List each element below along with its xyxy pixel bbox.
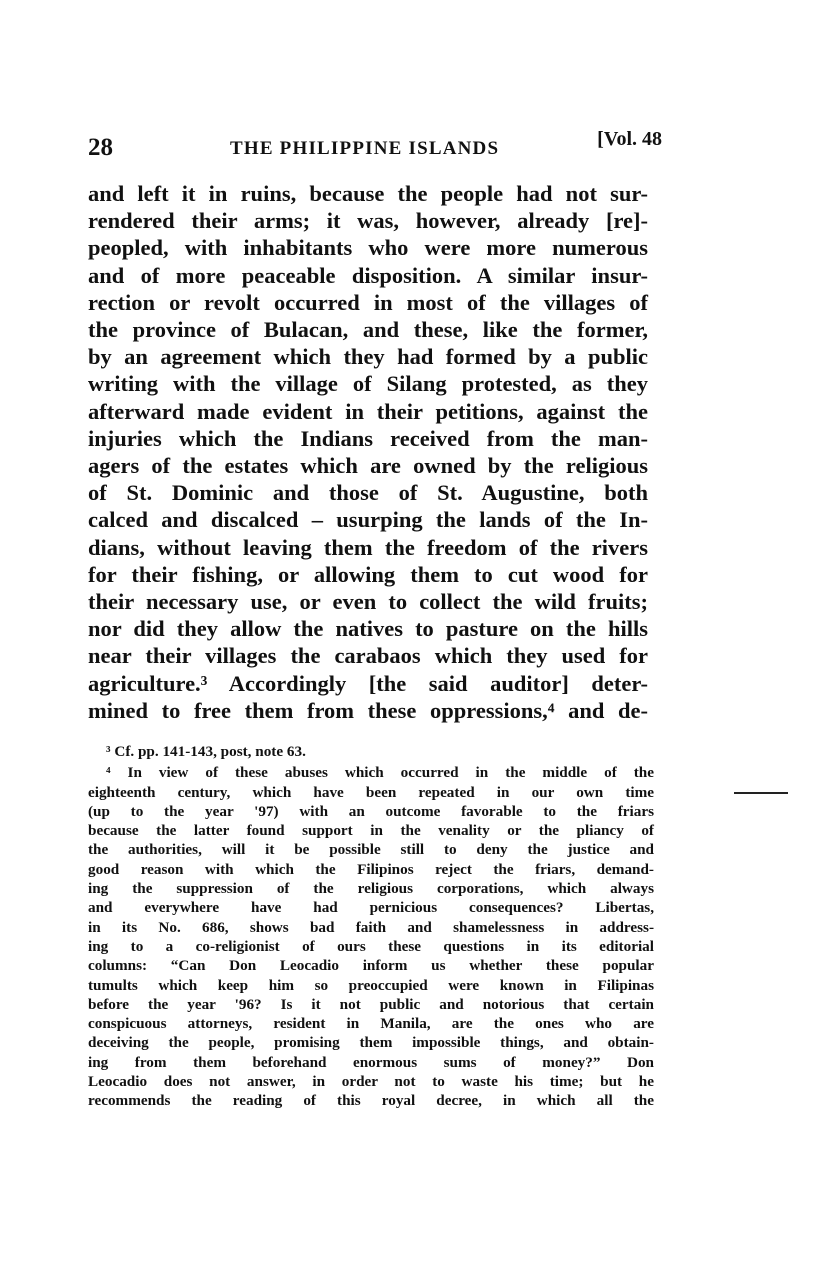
body-line: dians, without leaving them the freedom of the rivers: [88, 534, 648, 560]
body-line: calced and discalced – usurping the lands of the In-: [88, 507, 648, 533]
footnote-line: ing to a co-religionist of ours these questions in its editorial: [88, 937, 654, 955]
body-line: agriculture.³ Accordingly [the said auditor] deter-: [88, 670, 648, 696]
margin-rule: [734, 792, 788, 794]
footnote-4: [88, 763, 654, 1110]
footnote-line: ing the suppression of the religious corporations, which always: [88, 880, 654, 898]
footnote-line: and everywhere have had pernicious consequences? Libertas,: [88, 899, 654, 917]
body-line: rection or revolt occurred in most of the villages of: [88, 289, 648, 315]
body-line: near their villages the carabaos which they used for: [88, 643, 648, 669]
running-title: THE PHILIPPINE ISLANDS: [230, 138, 500, 159]
footnote-line: columns: “Can Don Leocadio inform us whether these popular: [88, 957, 654, 975]
page-number: 28: [88, 134, 113, 161]
running-header: [88, 128, 662, 168]
body-line: and of more peaceable disposition. A similar insur-: [88, 262, 648, 288]
body-line: peopled, with inhabitants who were more numerous: [88, 235, 648, 261]
footnote-line: ⁴ In view of these abuses which occurred in the middle of the: [106, 764, 654, 782]
body-line: of St. Dominic and those of St. Augustine, both: [88, 480, 648, 506]
body-line: their necessary use, or even to collect the wild fruits;: [88, 589, 648, 615]
footnote-line: in its No. 686, shows bad faith and shamelessness in address-: [88, 918, 654, 936]
body-line: agers of the estates which are owned by the religious: [88, 453, 648, 479]
footnote-line: deceiving the people, promising them impossible things, and obtain-: [88, 1034, 654, 1052]
footnotes: [88, 742, 654, 1111]
footnote-line: before the year '96? Is it not public and notorious that certain: [88, 995, 654, 1013]
footnote-line: because the latter found support in the venality or the pliancy of: [88, 822, 654, 840]
footnote-line: good reason with which the Filipinos reject the friars, demand-: [88, 860, 654, 878]
body-line: writing with the village of Silang protested, as they: [88, 371, 648, 397]
footnote-line: ing from them beforehand enormous sums of money?” Don: [88, 1053, 654, 1071]
footnote-line: eighteenth century, which have been repeated in our own time: [88, 783, 654, 801]
footnote-line: recommends the reading of this royal decree, in which all the: [88, 1092, 654, 1110]
body-line: and left it in ruins, because the people had not sur-: [88, 181, 648, 206]
footnote-3: ³ Cf. pp. 141-143, post, note 63.: [106, 743, 306, 760]
footnote-line: tumults which keep him so preoccupied were known in Filipinas: [88, 976, 654, 994]
body-line: the province of Bulacan, and these, like the former,: [88, 317, 648, 343]
footnote-line: conspicuous attorneys, resident in Manila, are the ones who are: [88, 1015, 654, 1033]
footnote-line: (up to the year '97) with an outcome favorable to the friars: [88, 802, 654, 820]
body-line: by an agreement which they had formed by a public: [88, 344, 648, 370]
body-line: injuries which the Indians received from the man-: [88, 425, 648, 451]
footnote-line: the authorities, will it be possible still to deny the justice and: [88, 841, 654, 859]
body-line: rendered their arms; it was, however, already [re]-: [88, 208, 648, 234]
body-line: afterward made evident in their petitions, against the: [88, 398, 648, 424]
body-line: mined to free them from these oppressions,⁴ and de-: [88, 697, 648, 723]
body-text: [88, 180, 648, 724]
body-line: nor did they allow the natives to pasture on the hills: [88, 616, 648, 642]
body-line: for their fishing, or allowing them to cut wood for: [88, 561, 648, 587]
footnote-line: Leocadio does not answer, in order not to waste his time; but he: [88, 1073, 654, 1091]
volume-label: [Vol. 48: [597, 128, 662, 150]
